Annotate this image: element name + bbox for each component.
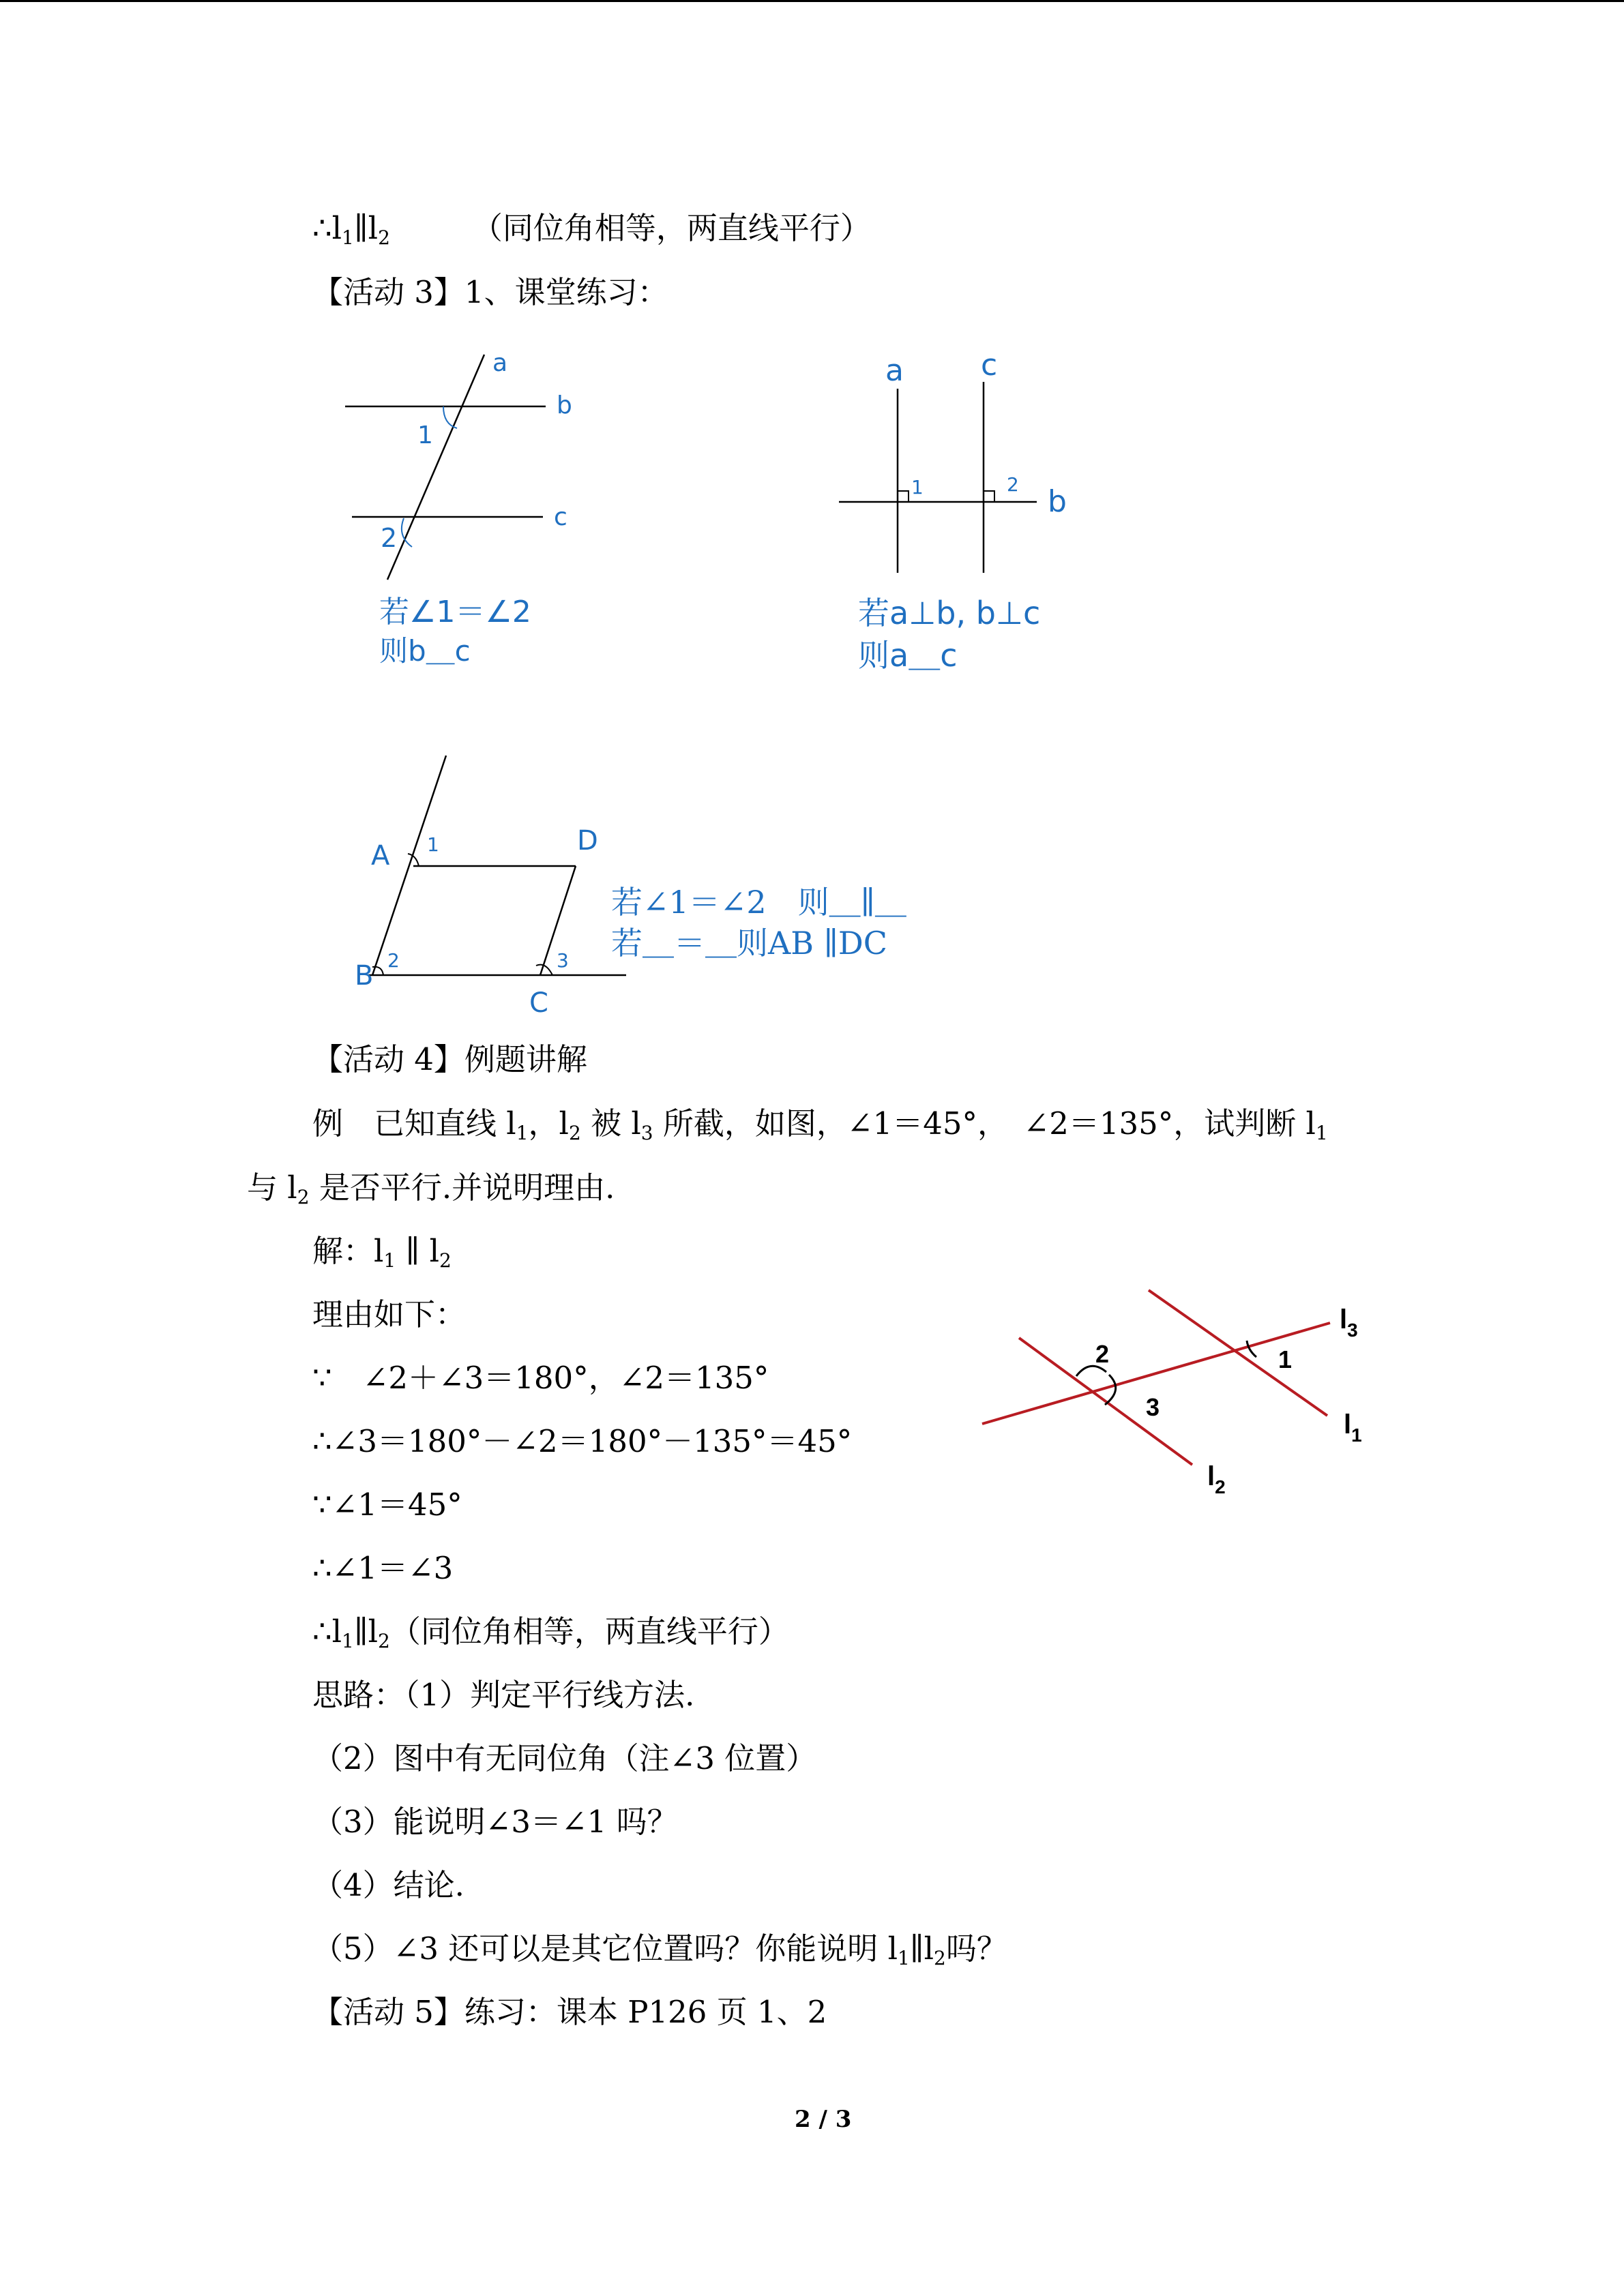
page-number: 2 / 3 (795, 2106, 852, 2133)
thought-4: （4）结论. (312, 1867, 464, 1903)
fig3-condition: 若∠1＝∠2 则＿∥＿ (611, 884, 906, 921)
label-a: a (492, 349, 508, 377)
fig2-condition: 若a⊥b, b⊥c (858, 595, 1041, 631)
example-line-1: 例 已知直线 $l_1$，$l_2$ 被 $l_3$ 所截，如图，∠1＝45°， ∠2＝135°，试判断 $l_1$ (312, 1105, 1328, 1144)
label-a: a (885, 353, 904, 388)
proof-step-2: ∴∠3＝180°－∠2＝180°－135°＝45° (312, 1423, 853, 1459)
label-A: A (371, 840, 390, 871)
label-3: 3 (557, 949, 569, 972)
fig3-conclusion: 若＿＝＿则AB ∥DC (611, 925, 887, 961)
angle-label-3: 3 (1146, 1393, 1160, 1421)
figure-three-lines (975, 1282, 1385, 1507)
proof-step-4: ∴∠1＝∠3 (312, 1550, 454, 1586)
thought-2: （2）图中有无同位角（注∠3 位置） (312, 1740, 817, 1776)
label-c: c (554, 503, 567, 531)
fig1-conclusion: 则b＿c (379, 634, 471, 668)
activity3-heading: 【活动 3】1、课堂练习： (312, 274, 668, 310)
activity4-heading: 【活动 4】例题讲解 (312, 1041, 587, 1077)
label-l1: $l_1$ (1344, 1410, 1362, 1446)
label-1: 1 (427, 833, 439, 856)
example-line-2: 与 $l_2$ 是否平行.并说明理由. (247, 1169, 615, 1208)
label-b: b (1048, 484, 1067, 519)
thought-1: 思路：（1）判定平行线方法. (312, 1677, 695, 1713)
label-1: 1 (911, 476, 924, 498)
proof-step-1: ∵ ∠2＋∠3＝180°，∠2＝135° (312, 1360, 769, 1396)
angle-label-1: 1 (1278, 1345, 1293, 1373)
label-2: 2 (1007, 473, 1019, 496)
label-2: 2 (381, 523, 398, 553)
reason-heading: 理由如下： (312, 1296, 467, 1332)
proof-step-3: ∵∠1＝45° (312, 1487, 462, 1523)
thought-5: （5）∠3 还可以是其它位置吗？你能说明 $l_1\parallel l_2$吗？ (312, 1930, 1007, 1969)
label-l3: $l_3$ (1340, 1304, 1358, 1341)
figure-perpendicular (832, 348, 1105, 580)
label-1: 1 (417, 421, 433, 449)
label-b: b (557, 391, 572, 419)
label-C: C (529, 987, 548, 1019)
label-2: 2 (387, 949, 400, 972)
angle-label-2: 2 (1095, 1340, 1110, 1368)
label-c: c (981, 348, 998, 383)
label-l2: $l_2$ (1207, 1461, 1226, 1497)
conclusion-line: $\therefore l_1\parallel l_2$ （同位角相等，两直线平行） (312, 210, 871, 249)
label-D: D (577, 825, 598, 856)
figure-transversal-bc (341, 348, 600, 629)
activity5-heading: 【活动 5】练习：课本 P126 页 1、2 (312, 1994, 827, 2030)
top-border (0, 0, 1624, 2)
solution-line: 解：$l_1$ ∥ $l_2$ (312, 1233, 452, 1272)
figure-parallelogram (355, 750, 641, 1019)
label-B: B (355, 960, 374, 992)
proof-step-5: $\therefore l_1\parallel l_2$（同位角相等，两直线平行） (312, 1613, 789, 1652)
thought-3: （3）能说明∠3＝∠1 吗？ (312, 1804, 678, 1840)
fig1-condition: 若∠1＝∠2 (379, 595, 531, 629)
fig2-conclusion: 则a＿c (858, 637, 958, 674)
